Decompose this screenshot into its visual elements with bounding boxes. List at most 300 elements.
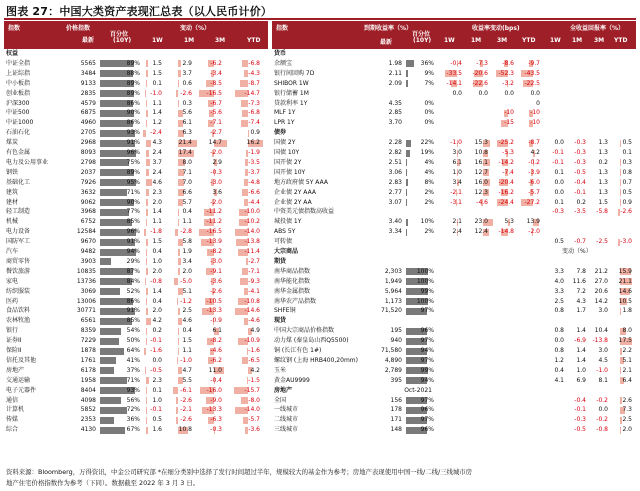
pct-value: 85% [126,317,140,325]
pct-value: 89% [126,168,140,176]
index-name: 玉米 [274,366,287,374]
m3-value: -5.6 [210,109,222,117]
p1m-value [566,217,586,227]
latest-value: 6178 [80,366,96,374]
ytd-value: -7.1 [248,267,260,275]
pct-value: 2% [424,198,434,206]
m1-value: 12.3 [474,188,488,196]
yield-value: 148 [390,426,402,434]
hdr-r-latest: 最新 [380,39,393,46]
right-row-6 [272,108,636,118]
p1w-value [544,415,564,425]
hdr-ytd: YTD [247,37,261,44]
m1-value: -2.8 [180,228,192,236]
pytd-value: 0.5 [622,139,632,147]
pct-value: 41% [126,356,140,364]
pct-value: 50% [126,337,140,345]
index-name: 电力及公用事业 [6,158,49,166]
m3-value: 14.7 [208,139,222,147]
right-row-17 [272,217,636,227]
p1w-value: 0.4 [554,366,564,374]
index-name: 建筑 [6,188,19,196]
index-name: 保险II [6,347,22,354]
ytd-value: -10 [530,109,540,117]
m3-value: -2.7 [210,129,222,137]
yield-value: 156 [390,396,402,404]
latest-value: 3968 [80,208,96,216]
p1w-value [544,227,564,237]
ytd-value: -1.5 [248,376,260,384]
m1-value: 1.1 [182,218,192,226]
right-row-3 [272,79,636,89]
pytd-value: -3.0 [620,238,632,246]
pct-value: 91% [126,139,140,147]
pytd-value: 2.1 [622,366,632,374]
pytd-value: 8.0 [622,327,632,335]
w1-value: -0.4 [450,59,462,67]
pytd-value: 21.1 [618,277,632,285]
hdr-pct: 百分位 [110,31,129,38]
latest-value: 2835 [80,89,96,97]
w1-value: 6.1 [452,158,462,166]
yield-value: 3.07 [388,198,402,206]
section-label: 货币 [274,50,287,57]
ytd-value: -10.9 [244,337,260,345]
pct-value: 100% [416,297,434,305]
index-name: 石油石化 [6,129,31,137]
index-name: 动力煤 (秦皇岛山西Q5500) [274,337,349,345]
m3-value: 6.1 [212,327,222,335]
m3-value: -11.2 [206,208,222,216]
left-row-6 [4,108,268,118]
left-row-32 [4,366,268,376]
ytd-value: -10.8 [244,297,260,305]
p1w-value: -0.3 [552,208,564,216]
latest-value: 2798 [80,158,96,166]
index-name: 企业债 2Y AA [274,198,312,206]
hdr-r-ytd: YTD [522,37,536,44]
p1m-value: 11.6 [572,277,586,285]
yield-value: 2.11 [388,69,402,77]
right-row-2 [272,69,636,79]
m1-value: 7.1 [182,168,192,176]
w1-value: 2.3 [152,376,162,384]
m3-value: -20.4 [498,178,514,186]
p3m-value: 20.6 [594,287,608,295]
w1-value: 2.0 [152,198,162,206]
m1-value [464,118,488,128]
ytd-value: -2.0 [528,228,540,236]
left-row-9 [4,138,268,148]
m1-value: 4.6 [182,317,192,325]
right-row-13 [272,178,636,188]
m3-value: -3.0 [210,257,222,265]
p1w-value: -0.1 [552,149,564,156]
m1-value [464,108,488,118]
w1-value: 0.4 [152,297,162,305]
pct-value: 4% [424,168,434,176]
latest-value: 9482 [80,248,96,255]
w1-value: 0.2 [152,327,162,335]
latest-value: 4130 [80,426,96,434]
index-name: 通信 [6,396,19,404]
m3-value: -6.3 [210,416,222,424]
left-row-29 [4,336,268,346]
p1w-value [544,396,564,406]
ytd-value: -15.7 [244,386,260,394]
ytd-value: 13.9 [526,218,540,226]
latest-value: 6561 [80,317,96,325]
ytd-value: -4.6 [248,317,260,325]
p1w-value: 0.1 [554,198,564,206]
left-row-22 [4,267,268,277]
pct-value: 19% [420,149,434,156]
yield-value: 4,890 [384,356,402,364]
index-name: 一线城市 [274,406,299,414]
hdr-3m: 3M [215,37,226,44]
p1w-value: 0.8 [554,307,564,315]
w1-value: 1.1 [152,99,162,107]
p1w-value: 0.8 [554,347,564,354]
right-row-37 [272,415,636,425]
latest-value: 4960 [80,119,96,127]
w1-value: 4.6 [152,178,162,186]
pytd-value [610,227,632,237]
left-row-16 [4,207,268,217]
hdr-1w: 1W [152,37,163,44]
latest-value: 3903 [80,257,96,265]
right-row-31 [272,356,636,366]
left-row-1 [4,59,268,69]
w1-value: 4.2 [152,317,162,325]
index-name: 机械 [6,218,19,226]
pct-value: 71% [126,376,140,384]
w1-value [438,237,462,247]
pct-value: 90% [126,198,140,206]
latest-value: 5565 [80,59,96,67]
right-row-20 [272,247,636,257]
latest-value: 2037 [80,168,96,176]
pct-value: 85% [126,218,140,226]
left-row-3 [4,79,268,89]
m1-value [464,237,488,247]
ytd-value: -27.2 [524,198,540,206]
index-name: 电子元器件 [6,386,37,394]
index-name: 铜 (长江有色 1#) [274,347,322,354]
pytd-value: 14.6 [618,287,632,295]
w1-value: 1.5 [152,59,162,67]
index-name: ABS 5Y [274,228,296,236]
latest-value: 3632 [80,188,96,196]
pytd-value: 10.5 [618,297,632,305]
m1-value: -7.3 [476,59,488,67]
m1-value [464,99,488,109]
ytd-value: -7.3 [248,99,260,107]
p1m-value: -0.1 [574,406,586,414]
index-name: 电力设备 [6,228,31,236]
p1m-value: -0.4 [574,178,586,186]
pct-value: 93% [126,129,140,137]
p3m-value: 1.3 [598,139,608,147]
index-name: 上证综指 [6,69,31,77]
ytd-value [514,207,540,217]
pct-value: 87% [126,267,140,275]
w1-value: 0.1 [152,386,162,394]
m3-value: -3.0 [210,178,222,186]
m1-value: 1.5 [182,337,192,345]
m1-value: 8.0 [182,158,192,166]
p1m-value: 1.7 [576,307,586,315]
ytd-value: -0.2 [528,158,540,166]
ytd-value: -14.0 [244,228,260,236]
index-name: 有色金属 [6,149,31,156]
latest-value: 9133 [80,79,96,87]
hdr-r-p1w: 1W [550,37,561,44]
section-label: 债券 [274,129,287,137]
pct-value: 36% [126,416,140,424]
w1-value [438,118,462,128]
left-row-0 [4,49,268,59]
pct-value [406,237,434,247]
m3-value: -13.3 [206,406,222,414]
ytd-value: -43.5 [524,69,540,77]
ytd-value: -14.0 [244,406,260,414]
pct-value: 4% [424,158,434,166]
index-name: 贷款利率 1Y [274,99,308,107]
m3-value: -8.2 [210,248,222,255]
p3m-value [588,217,608,227]
yield-value: 178 [390,406,402,414]
m3-value: 2.9 [212,158,222,166]
yield-value: 71,580 [381,347,402,354]
latest-value: 2705 [80,129,96,137]
pct-value: 86% [126,119,140,127]
pct-value: 96% [126,149,140,156]
w1-value: -1.8 [150,228,162,236]
p1w-value: 2.5 [554,297,564,305]
hdr-change: 变动（%） [180,25,211,32]
pct-value: 7% [424,79,434,87]
ytd-value: 4.2 [530,149,540,156]
m1-value: 0.6 [182,79,192,87]
hdr-r-yield: 到期收益率（%） [364,25,413,32]
index-name: 商贸零售 [6,257,31,265]
hdr-pct-top: 价格指数 [66,25,91,32]
p3m-value: 10.4 [594,327,608,335]
p1w-value: 0.8 [554,327,564,335]
hdr-r-1w: 1W [444,37,455,44]
latest-value: 1761 [80,356,96,364]
right-row-4 [272,89,636,99]
ytd-value: 16.2 [246,139,260,147]
m3-value: -9.1 [210,267,222,275]
change-header: 变动（%） [562,248,592,255]
m1-value: 0.4 [182,327,192,335]
pct-value: 91% [126,307,140,315]
pct-value: 77% [126,208,140,216]
right-row-22 [272,267,636,277]
ytd-value: -6.6 [248,188,260,196]
index-name: 国债 10Y [274,149,300,156]
index-name: 证券II [6,337,22,345]
latest-value: 6752 [80,218,96,226]
w1-value: -14.1 [446,79,462,87]
m1-value: 6.6 [182,188,192,196]
latest-value: 8093 [80,149,96,156]
index-name: 轻工制造 [6,208,31,216]
latest-value: 4098 [80,396,96,404]
pct-value: 10% [420,218,434,226]
p1m-value [566,227,586,237]
m1-value: 12.4 [474,228,488,236]
pytd-value: 2.5 [622,416,632,424]
p1m-value: 6.9 [576,376,586,384]
p1m-value: -0.7 [574,238,586,246]
p1w-value: 0.1 [554,168,564,176]
ytd-value: -4.4 [248,198,260,206]
m1-value: 10.8 [178,426,192,434]
m1-value [464,207,488,217]
index-name: 南华能化指数 [274,277,311,285]
p3m-value: -0.2 [596,416,608,424]
pct-value: 97% [420,337,434,345]
pytd-value: 15.9 [618,267,632,275]
w1-value: 1.4 [152,109,162,117]
p3m-value: 1.3 [598,168,608,176]
w1-value [438,108,462,118]
yield-value: 395 [390,376,402,384]
pytd-value: 0.9 [622,198,632,206]
w1-value: 2.4 [452,228,462,236]
pct-value: 97% [420,356,434,364]
hdr-r-3m: 3M [497,37,508,44]
right-row-21 [272,257,636,267]
index-name: 螺纹钢 (上海 HRB400,20mm) [274,356,358,364]
p1w-value [544,425,564,435]
ytd-value: -3.7 [248,168,260,176]
w1-value: 3.4 [452,178,462,186]
right-row-26 [272,306,636,316]
m3-value: -3.2 [502,79,514,87]
w1-value: -1.6 [150,347,162,354]
pct-value [406,89,434,99]
latest-value: 1878 [80,347,96,354]
yield-value: 3.70 [388,119,402,127]
m1-value: 6.3 [182,129,192,137]
pct-value: 64% [126,347,140,354]
right-row-0 [272,49,636,59]
right-row-34 [272,386,636,396]
p3m-value: 27.0 [594,277,608,285]
p1w-value: 0.0 [554,139,564,147]
w1-value: 2.0 [152,267,162,275]
m3-value [488,237,514,247]
m3-value: -0.9 [210,317,222,325]
latest-value: 13736 [76,277,96,285]
index-name: 中证500 [6,109,30,117]
m1-value: 5.6 [182,109,192,117]
m1-value: -6.1 [180,386,192,394]
pytd-value: 0.8 [622,168,632,176]
m1-value: 3.4 [182,257,192,265]
ytd-value: 4.9 [250,327,260,335]
title-rule [4,18,636,20]
index-name: 中国大宗商品价格指数 [274,327,335,335]
pct-value: 97% [420,416,434,424]
pytd-value: 0.1 [622,149,632,156]
index-name: 食品饮料 [6,307,31,315]
index-name: 信托及其他 [6,356,37,364]
p3m-value: -5.8 [596,208,608,216]
pct-value: 97% [420,307,434,315]
w1-value: -33.5 [446,69,462,77]
m3-value: -6.2 [210,356,222,364]
pytd-value: 2.0 [622,426,632,434]
m3-value: -8.2 [210,337,222,345]
right-table-header [272,21,636,49]
m1-value: -1.0 [180,356,192,364]
pytd-value: 0.7 [622,178,632,186]
pct-value: 52% [126,287,140,295]
pct-value: 2% [424,188,434,196]
index-name: 余额宝 [274,59,293,67]
hdr-1m: 1M [184,37,195,44]
ytd-value: -5.7 [248,416,260,424]
left-row-15 [4,198,268,208]
w1-value: 2.3 [152,188,162,196]
ytd-value: -8.7 [528,139,540,147]
p1m-value: -0.3 [574,139,586,147]
ytd-value: -9.7 [528,59,540,67]
p1m-value: -6.9 [574,337,586,345]
left-row-5 [4,99,268,109]
pct-value: 84% [126,277,140,285]
m3-value: -4.6 [210,347,222,354]
left-row-11 [4,158,268,168]
right-row-16 [272,207,636,217]
ytd-value [514,237,540,247]
w1-value: 4.3 [152,139,162,147]
index-name: 国债 2Y [274,139,296,147]
p1m-value: -0.3 [574,149,586,156]
p1w-value [544,405,564,415]
pct-value: 0% [424,109,434,117]
section-label: 房地产 [274,386,293,394]
yield-value: 2,303 [384,267,402,275]
index-name: 企业债 2Y AAA [274,188,316,196]
latest-value: 30771 [76,307,96,315]
w1-value: 1.5 [152,69,162,77]
ytd-value: -10 [530,119,540,127]
pct-value: 9% [424,69,434,77]
right-row-12 [272,168,636,178]
pytd-value: 7.3 [622,406,632,414]
left-row-34 [4,386,268,396]
m1-value: 2.5 [182,307,192,315]
ytd-value: -10.2 [244,218,260,226]
m3-value: -0.3 [210,426,222,434]
index-name: 房地产 [6,366,25,374]
yield-value [372,89,402,99]
index-name: SHFE铜 [274,307,296,315]
ytd-value: -3.6 [248,426,260,434]
m3-value: -14.8 [498,228,514,236]
w1-value: 1.0 [152,396,162,404]
w1-value: 1.1 [152,218,162,226]
left-row-36 [4,405,268,415]
right-row-27 [272,316,636,326]
m3-value: -0.4 [210,376,222,384]
